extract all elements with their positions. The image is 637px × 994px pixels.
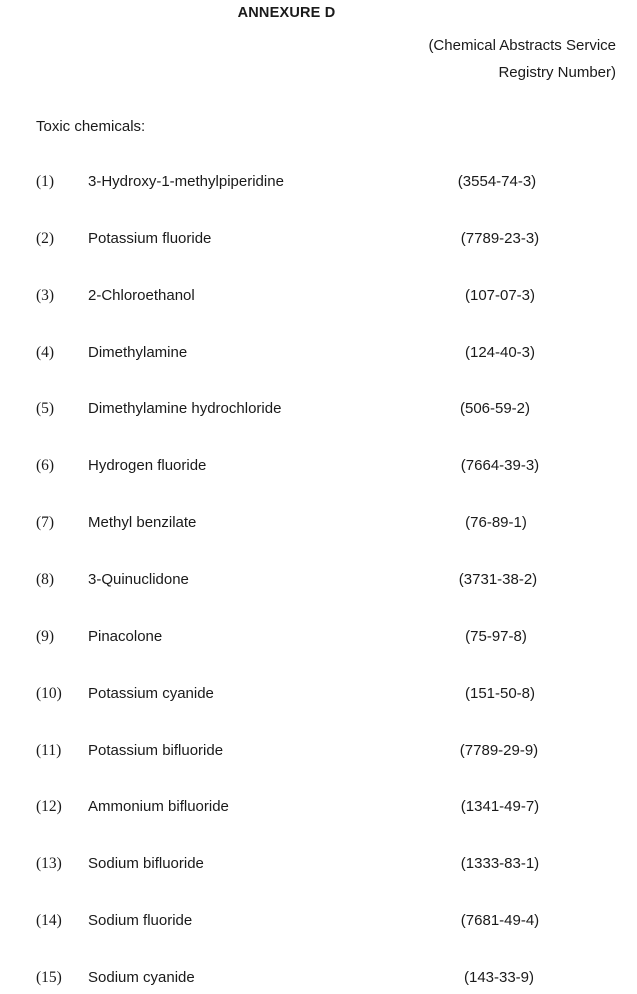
cas-number: (76-89-1) [465,514,527,532]
cas-number: (506-59-2) [459,400,531,418]
item-number: (6) [36,457,55,475]
cas-number: (75-97-8) [465,627,527,645]
chemical-row [0,170,637,198]
chemical-name: Ammonium bifluoride [88,798,229,816]
cas-number: (7789-29-9) [459,741,539,759]
chemical-name: Sodium fluoride [88,912,193,930]
chemical-name: Dimethylamine hydrochloride [88,400,282,418]
chemical-name: Potassium bifluoride [88,741,224,759]
chemical-row [0,625,637,653]
cas-number: (107-07-3) [464,286,536,304]
item-number: (14) [36,912,62,930]
item-number: (1) [36,173,55,190]
cas-number: (1333-83-1) [460,855,540,873]
chemical-name: 3-Hydroxy-1-methylpiperidine [88,173,284,190]
item-number: (3) [36,286,55,304]
chemical-row [0,454,637,482]
item-number: (8) [36,570,55,588]
chemical-row [0,682,637,710]
cas-number: (151-50-8) [464,684,536,702]
chemical-row [0,795,637,823]
cas-number: (7664-39-3) [460,457,540,475]
chemical-name: Sodium bifluoride [88,855,204,873]
item-number: (11) [36,741,62,759]
chemical-row [0,397,637,425]
chemical-row [0,511,637,539]
chemical-row [0,341,637,369]
item-number: (12) [36,798,62,816]
cas-header-line-2: Registry Number) [498,64,616,81]
chemical-row [0,568,637,596]
item-number: (7) [36,514,55,532]
chemical-name: Hydrogen fluoride [88,457,207,475]
item-number: (13) [36,855,62,873]
chemical-row [0,227,637,255]
cas-number: (124-40-3) [464,343,536,361]
chemical-name: Pinacolone [88,627,163,645]
cas-header-line-1: (Chemical Abstracts Service [428,37,616,54]
cas-number: (7681-49-4) [460,912,540,930]
section-label: Toxic chemicals: [36,118,146,135]
cas-number: (7789-23-3) [460,229,540,247]
chemical-name: 2-Chloroethanol [88,286,195,304]
cas-number: (3731-38-2) [458,570,538,588]
chemical-row [0,284,637,312]
item-number: (2) [36,229,55,247]
cas-number: (143-33-9) [463,968,535,986]
chemical-name: 3-Quinuclidone [88,570,189,588]
chemical-name: Potassium cyanide [88,684,214,702]
chemical-row [0,909,637,937]
cas-number: (1341-49-7) [460,798,540,816]
chemical-row [0,966,637,994]
chemical-row [0,739,637,767]
item-number: (4) [36,343,55,361]
chemical-name: Methyl benzilate [88,514,197,532]
item-number: (9) [36,627,55,645]
chemical-row [0,852,637,880]
chemical-name: Potassium fluoride [88,229,212,247]
item-number: (10) [36,684,62,702]
chemical-name: Dimethylamine [88,343,188,361]
chemical-name: Sodium cyanide [88,968,195,986]
cas-column-header [428,32,616,86]
cas-number: (3554-74-3) [457,173,537,190]
annexure-heading: ANNEXURE D [237,5,336,21]
item-number: (5) [36,400,55,418]
item-number: (15) [36,968,62,986]
